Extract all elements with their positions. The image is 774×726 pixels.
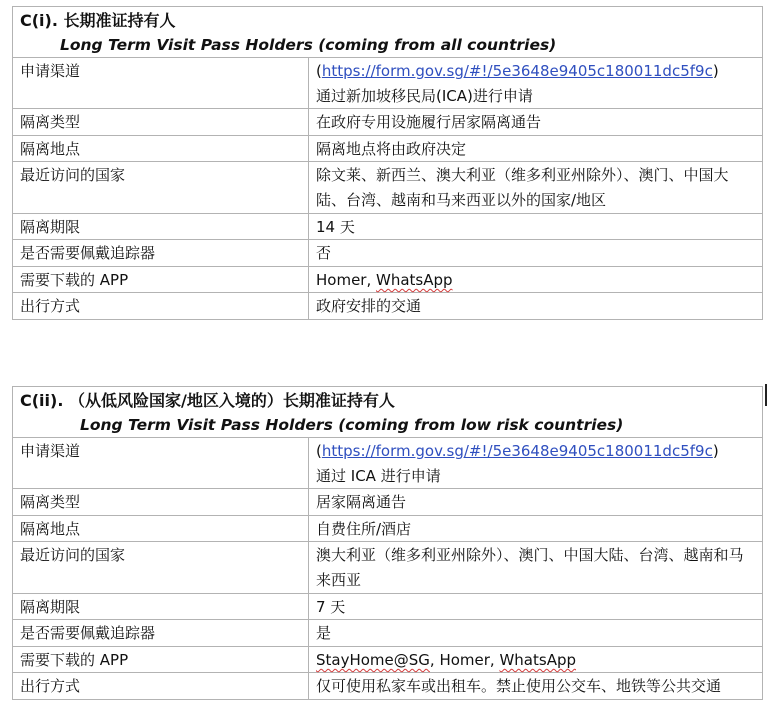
row-label: 出行方式 xyxy=(13,673,309,700)
row-value: 仅可使用私家车或出租车。禁止使用公交车、地铁等公共交通 xyxy=(309,673,763,700)
row-label: 隔离地点 xyxy=(13,135,309,162)
row-label: 是否需要佩戴追踪器 xyxy=(13,240,309,267)
row-value: 在政府专用设施履行居家隔离通告 xyxy=(309,109,763,136)
table-row xyxy=(13,646,763,673)
table-row xyxy=(13,489,763,516)
table-row xyxy=(13,593,763,620)
row-label: 隔离地点 xyxy=(13,515,309,542)
app-name: Homer, xyxy=(316,270,376,289)
table-row xyxy=(13,542,763,593)
row-label: 隔离期限 xyxy=(13,213,309,240)
title-english: Long Term Visit Pass Holders (coming from low risk countries) xyxy=(80,416,624,434)
table-row xyxy=(13,213,763,240)
apply-via-ica-text: 通过新加坡移民局(ICA)进行申请 xyxy=(316,86,533,105)
table-title-row xyxy=(13,7,763,58)
link-paren-close: ) xyxy=(712,442,719,460)
row-value: 隔离地点将由政府决定 xyxy=(309,135,763,162)
ltvp-low-risk-countries-table xyxy=(12,386,763,700)
table-row xyxy=(13,162,763,213)
app-name: , Homer, xyxy=(429,650,500,669)
table-row xyxy=(13,135,763,162)
row-value: 7 天 xyxy=(309,593,763,620)
app-name-spellcheck: WhatsApp xyxy=(376,270,453,289)
row-value: 是 xyxy=(309,620,763,647)
table-row xyxy=(13,266,763,293)
application-form-link[interactable]: https://form.gov.sg/#!/5e3648e9405c180011dc5f9c xyxy=(321,62,713,80)
link-paren-close: ) xyxy=(712,62,719,80)
table-row xyxy=(13,620,763,647)
row-label: 是否需要佩戴追踪器 xyxy=(13,620,309,647)
row-value xyxy=(309,58,763,109)
table-title xyxy=(13,7,763,58)
row-value xyxy=(309,438,763,489)
table-title xyxy=(13,387,763,438)
table-row xyxy=(13,58,763,109)
row-value: 居家隔离通告 xyxy=(309,489,763,516)
title-english: Long Term Visit Pass Holders (coming from all countries) xyxy=(60,36,557,54)
title-chinese: C(ii). （从低风险国家/地区入境的）长期准证持有人 xyxy=(20,391,395,410)
link-paren-open: ( xyxy=(316,62,322,80)
table-row xyxy=(13,438,763,489)
ltvp-all-countries-table xyxy=(12,6,763,320)
table-row xyxy=(13,515,763,542)
table-title-row xyxy=(13,387,763,438)
row-label: 需要下载的 APP xyxy=(13,266,309,293)
row-value: 澳大利亚（维多利亚州除外）、澳门、中国大陆、台湾、越南和马来西亚 xyxy=(309,542,763,593)
row-value: 否 xyxy=(309,240,763,267)
table-row xyxy=(13,293,763,320)
row-label: 最近访问的国家 xyxy=(13,542,309,593)
row-label: 最近访问的国家 xyxy=(13,162,309,213)
row-label: 申请渠道 xyxy=(13,58,309,109)
row-value xyxy=(309,646,763,673)
row-label: 隔离期限 xyxy=(13,593,309,620)
title-chinese: C(i). 长期准证持有人 xyxy=(20,11,176,30)
row-label: 需要下载的 APP xyxy=(13,646,309,673)
link-paren-open: ( xyxy=(316,442,322,460)
application-form-link[interactable]: https://form.gov.sg/#!/5e3648e9405c180011dc5f9c xyxy=(321,442,713,460)
row-value: 14 天 xyxy=(309,213,763,240)
row-label: 隔离类型 xyxy=(13,109,309,136)
app-name-spellcheck: StayHome@SG xyxy=(316,650,430,669)
row-label: 隔离类型 xyxy=(13,489,309,516)
row-value: 除文莱、新西兰、澳大利亚（维多利亚州除外）、澳门、中国大陆、台湾、越南和马来西亚以外的国家/地区 xyxy=(309,162,763,213)
row-label: 申请渠道 xyxy=(13,438,309,489)
table-row xyxy=(13,673,763,700)
app-name-spellcheck: WhatsApp xyxy=(499,650,576,669)
apply-via-ica-text: 通过 ICA 进行申请 xyxy=(316,466,441,485)
table-row xyxy=(13,109,763,136)
table-row xyxy=(13,240,763,267)
text-cursor xyxy=(765,384,767,406)
row-value: 政府安排的交通 xyxy=(309,293,763,320)
row-label: 出行方式 xyxy=(13,293,309,320)
row-value xyxy=(309,266,763,293)
row-value: 自费住所/酒店 xyxy=(309,515,763,542)
